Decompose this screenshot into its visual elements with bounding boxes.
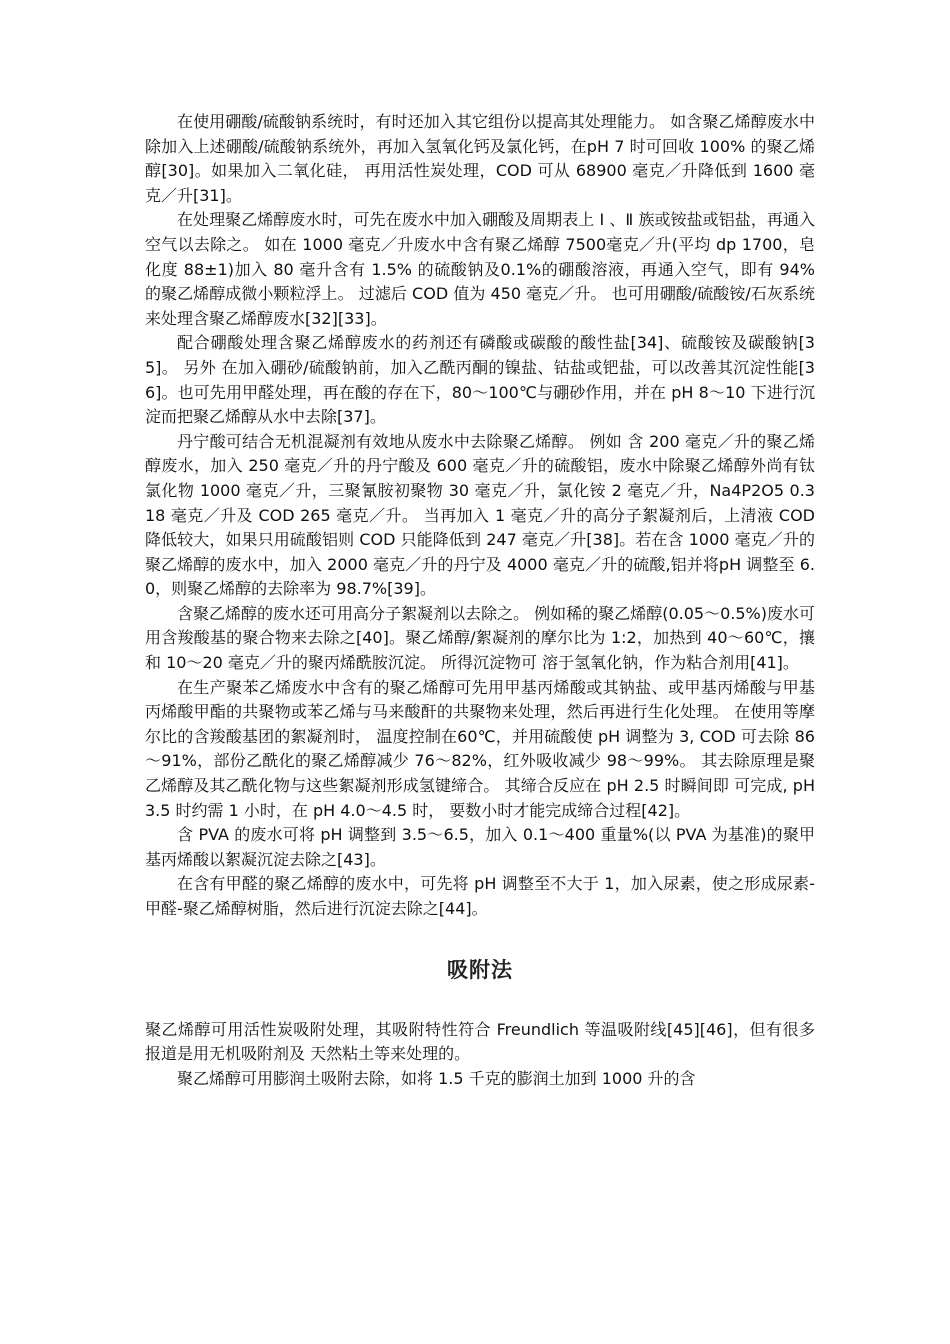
document-page (145, 110, 815, 1091)
paragraph-activated-carbon: 聚乙烯醇可用活性炭吸附处理，其吸附特性符合 Freundlich 等温吸附线[45][46]，但有很多报道是用无机吸附剂及 天然粘土等来处理的。 (145, 1019, 815, 1064)
paragraph-boric-acid-air-flotation: 在处理聚乙烯醇废水时，可先在废水中加入硼酸及周期表上 Ⅰ 、Ⅱ 族或铵盐或铝盐，再通入空气以去除之。 如在 1000 毫克／升废水中含有聚乙烯醇 7500毫克／升(平均 dp 1700，皂化度 88±1)加入 80 毫升含有 1.5% 的硫酸钠及0.1%的硼酸溶液，再通入空气，即有 94% 的聚乙烯醇成微小颗粒浮上。 过滤后 COD 值为 450 毫克／升。 也可用硼酸/硫酸铵/石灰系统来处理含聚乙烯醇废水[32][33]。 (145, 210, 815, 328)
paragraph-tannic-acid: 丹宁酸可结合无机混凝剂有效地从废水中去除聚乙烯醇。 例如 含 200 毫克／升的聚乙烯醇废水，加入 250 毫克／升的丹宁酸及 600 毫克／升的硫酸铝，废水中除聚乙烯醇外尚有钛氯化物 1000 毫克／升，三聚氰胺初聚物 30 毫克／升，氯化铵 2 毫克／升，Na4P2O5 0.3 18 毫克／升及 COD 265 毫克／升。 当再加入 1 毫克／升的高分子絮凝剂后，上清液 COD 降低较大，如果只用硫酸铝则 COD 只能降低到 247 毫克／升[38]。若在含 1000 毫克／升的聚乙烯醇的废水中，加入 2000 毫克／升的丹宁及 4000 毫克／升的硫酸,铝并将pH 调整至 6.0，则聚乙烯醇的去除率为 98.7%[39]。 (145, 431, 815, 599)
paragraph-boric-acid-sodium-sulfate: 在使用硼酸/硫酸钠系统时，有时还加入其它组份以提高其处理能力。 如含聚乙烯醇废水中除加入上述硼酸/硫酸钠系统外，再加入氢氧化钙及氯化钙，在pH 7 时可回收 100% 的聚乙烯醇[30]。如果加入二氧化硅， 再用活性炭处理，COD 可从 68900 毫克／升降低到 1600 毫克／升[31]。 (145, 112, 815, 205)
paragraph-polymer-flocculant: 含聚乙烯醇的废水还可用高分子絮凝剂以去除之。 例如稀的聚乙烯醇(0.05～0.5%)废水可用含羧酸基的聚合物来去除之[40]。聚乙烯醇/絮凝剂的摩尔比为 1:2，加热到 40～60℃，攘和 10～20 毫克／升的聚丙烯酰胺沉淀。 所得沉淀物可 溶于氢氧化钠，作为粘合剂用[41]。 (145, 603, 815, 673)
section-title-adsorption: 吸附法 (447, 956, 513, 982)
paragraph-boric-acid-agents: 配合硼酸处理含聚乙烯醇废水的药剂还有磷酸或碳酸的酸性盐[34]、硫酸铵及碳酸钠[35]。 另外 在加入硼砂/硫酸钠前，加入乙酰丙酮的镍盐、钴盐或钯盐，可以改善其沉淀性能[36]。也可先用甲醛处理，再在酸的存在下，80～100℃与硼砂作用，并在 pH 8～10 下进行沉淀而把聚乙烯醇从水中去除[37]。 (145, 333, 815, 427)
paragraph-bentonite: 聚乙烯醇可用膨润土吸附去除，如将 1.5 千克的膨润土加到 1000 升的含 (177, 1068, 696, 1088)
paragraph-pva-polymethacrylic: 含 PVA 的废水可将 pH 调整到 3.5～6.5，加入 0.1～400 重量%(以 PVA 为基准)的聚甲基丙烯酸以絮凝沉淀去除之[43]。 (145, 825, 815, 869)
paragraph-polystyrene-wastewater: 在生产聚苯乙烯废水中含有的聚乙烯醇可先用甲基丙烯酸或其钠盐、或甲基丙烯酸与甲基丙烯酸甲酯的共聚物或苯乙烯与马来酸酐的共聚物来处理，然后再进行生化处理。 在使用等摩尔比的含羧酸基团的絮凝剂时， 温度控制在60℃，并用硫酸使 pH 调整为 3, COD 可去除 86～91%，部份乙酰化的聚乙烯醇减少 76～82%，红外吸收减少 98～99%。 其去除原理是聚乙烯醇及其乙酰化物与这些絮凝剂形成氢键缔合。 其缔合反应在 pH 2.5 时瞬间即 可完成, pH 3.5 时约需 1 小时，在 pH 4.0～4.5 时， 要数小时才能完成缔合过程[42]。 (145, 677, 815, 820)
paragraph-formaldehyde-urea: 在含有甲醛的聚乙烯醇的废水中，可先将 pH 调整至不大于 1，加入尿素，使之形成尿素-甲醛-聚乙烯醇树脂，然后进行沉淀去除之[44]。 (145, 874, 815, 918)
